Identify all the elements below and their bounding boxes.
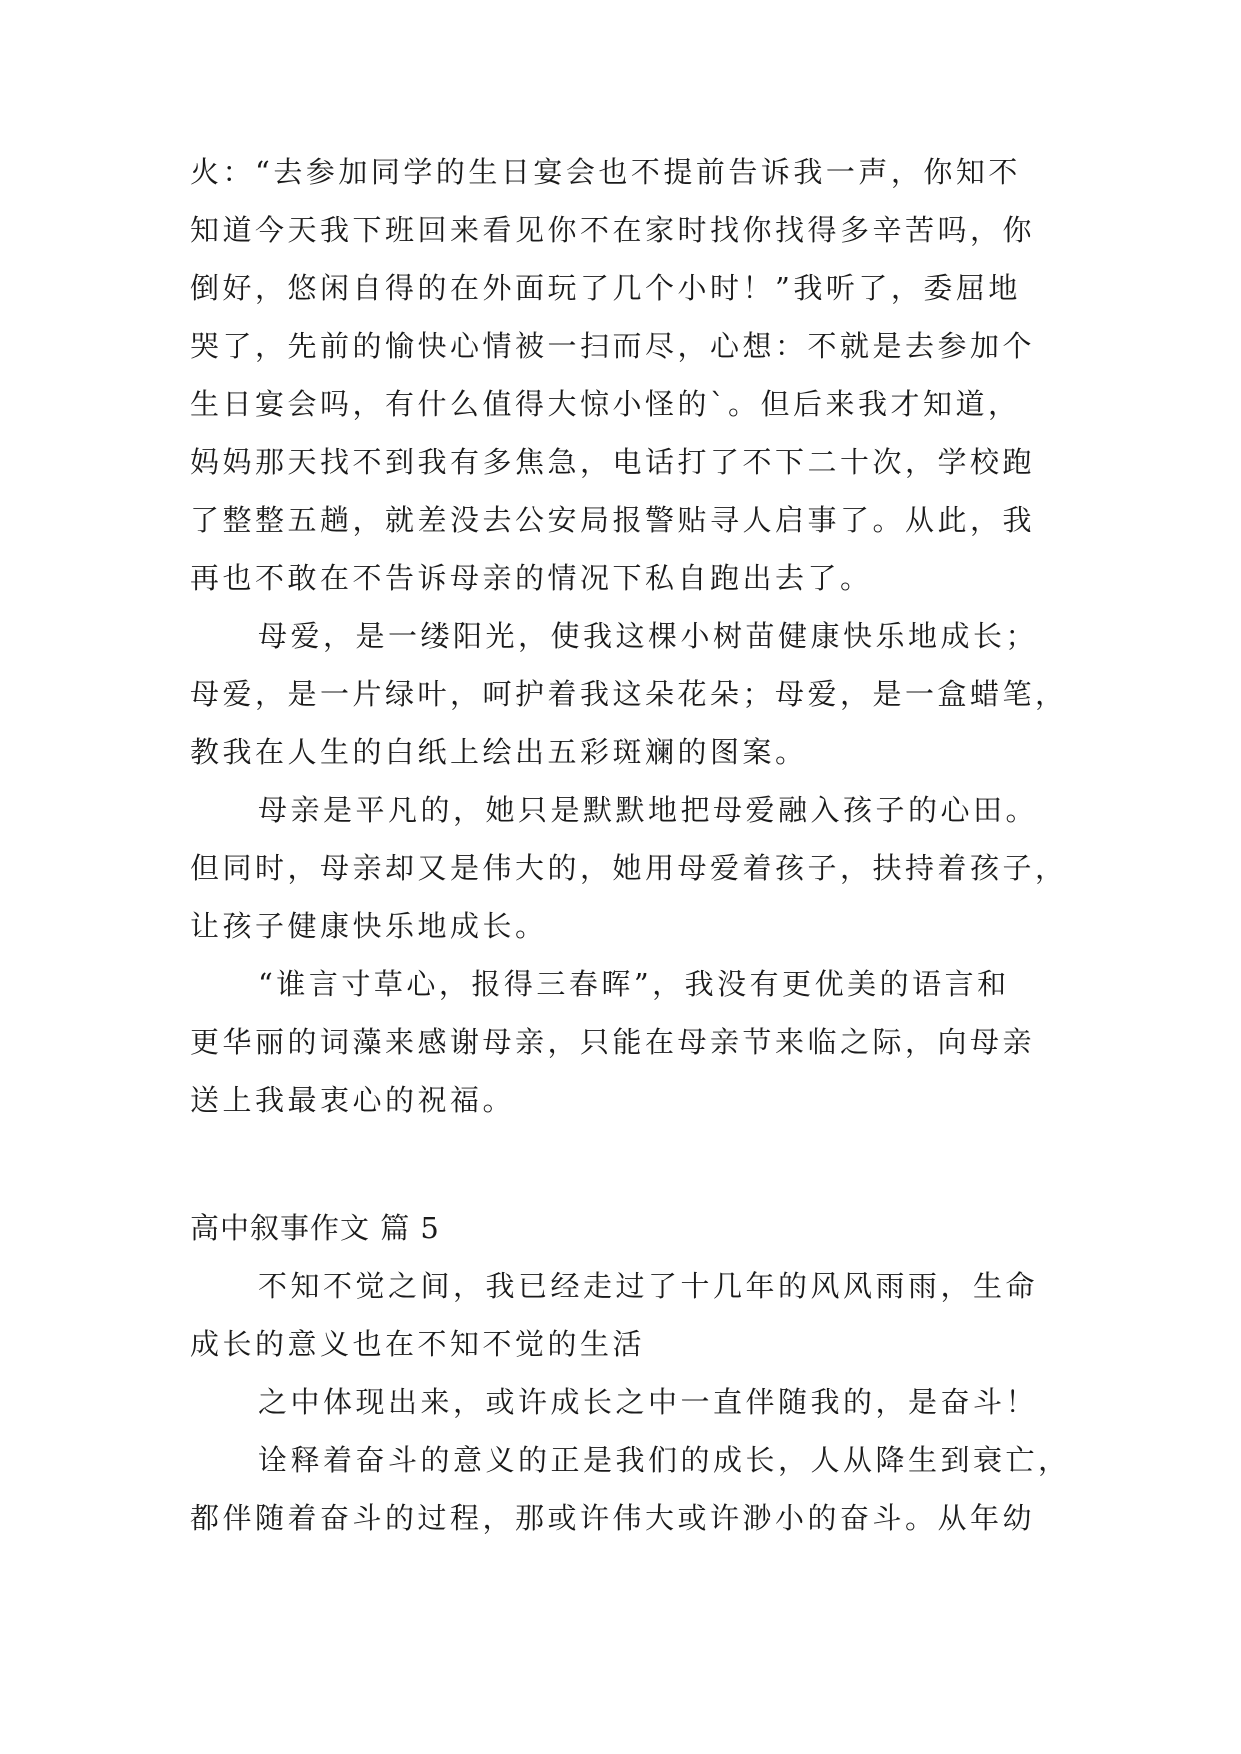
text-line: “谁言寸草心，报得三春晖”，我没有更优美的语言和 bbox=[258, 967, 1010, 1001]
text-line: 送上我最衷心的祝福。 bbox=[190, 1083, 516, 1117]
text-line: 都伴随着奋斗的过程，那或许伟大或许渺小的奋斗。从年幼 bbox=[190, 1501, 1036, 1535]
text-line: 成长的意义也在不知不觉的生活 bbox=[190, 1327, 646, 1361]
text-line: 知道今天我下班回来看见你不在家时找你找得多辛苦吗，你 bbox=[190, 213, 1036, 247]
text-line: 倒好，悠闲自得的在外面玩了几个小时！”我听了，委屈地 bbox=[190, 271, 1021, 305]
text-line: 但同时，母亲却又是伟大的，她用母爱着孩子，扶持着孩子， bbox=[190, 851, 1068, 885]
text-line: 之中体现出来，或许成长之中一直伴随我的，是奋斗！ bbox=[258, 1385, 1039, 1419]
text-line: 教我在人生的白纸上绘出五彩斑斓的图案。 bbox=[190, 735, 808, 769]
text-line: 更华丽的词藻来感谢母亲，只能在母亲节来临之际，向母亲 bbox=[190, 1025, 1036, 1059]
text-line: 再也不敢在不告诉母亲的情况下私自跑出去了。 bbox=[190, 561, 873, 595]
text-line: 母亲是平凡的，她只是默默地把母爱融入孩子的心田。 bbox=[258, 793, 1039, 827]
text-line: 不知不觉之间，我已经走过了十几年的风风雨雨，生命 bbox=[258, 1269, 1039, 1303]
text-line: 母爱，是一缕阳光，使我这棵小树苗健康快乐地成长； bbox=[258, 619, 1039, 653]
text-line: 母爱，是一片绿叶，呵护着我这朵花朵；母爱，是一盒蜡笔， bbox=[190, 677, 1068, 711]
text-line: 诠释着奋斗的意义的正是我们的成长，人从降生到衰亡， bbox=[258, 1443, 1071, 1477]
text-line: 火：“去参加同学的生日宴会也不提前告诉我一声，你知不 bbox=[190, 155, 1021, 189]
text-line: 了整整五趟，就差没去公安局报警贴寻人启事了。从此，我 bbox=[190, 503, 1036, 537]
section-heading: 高中叙事作文 篇 5 bbox=[190, 1211, 440, 1245]
text-line: 生日宴会吗，有什么值得大惊小怪的`。但后来我才知道， bbox=[190, 387, 1021, 421]
text-line: 哭了，先前的愉快心情被一扫而尽，心想：不就是去参加个 bbox=[190, 329, 1036, 363]
text-line: 妈妈那天找不到我有多焦急，电话打了不下二十次，学校跑 bbox=[190, 445, 1036, 479]
text-line: 让孩子健康快乐地成长。 bbox=[190, 909, 548, 943]
